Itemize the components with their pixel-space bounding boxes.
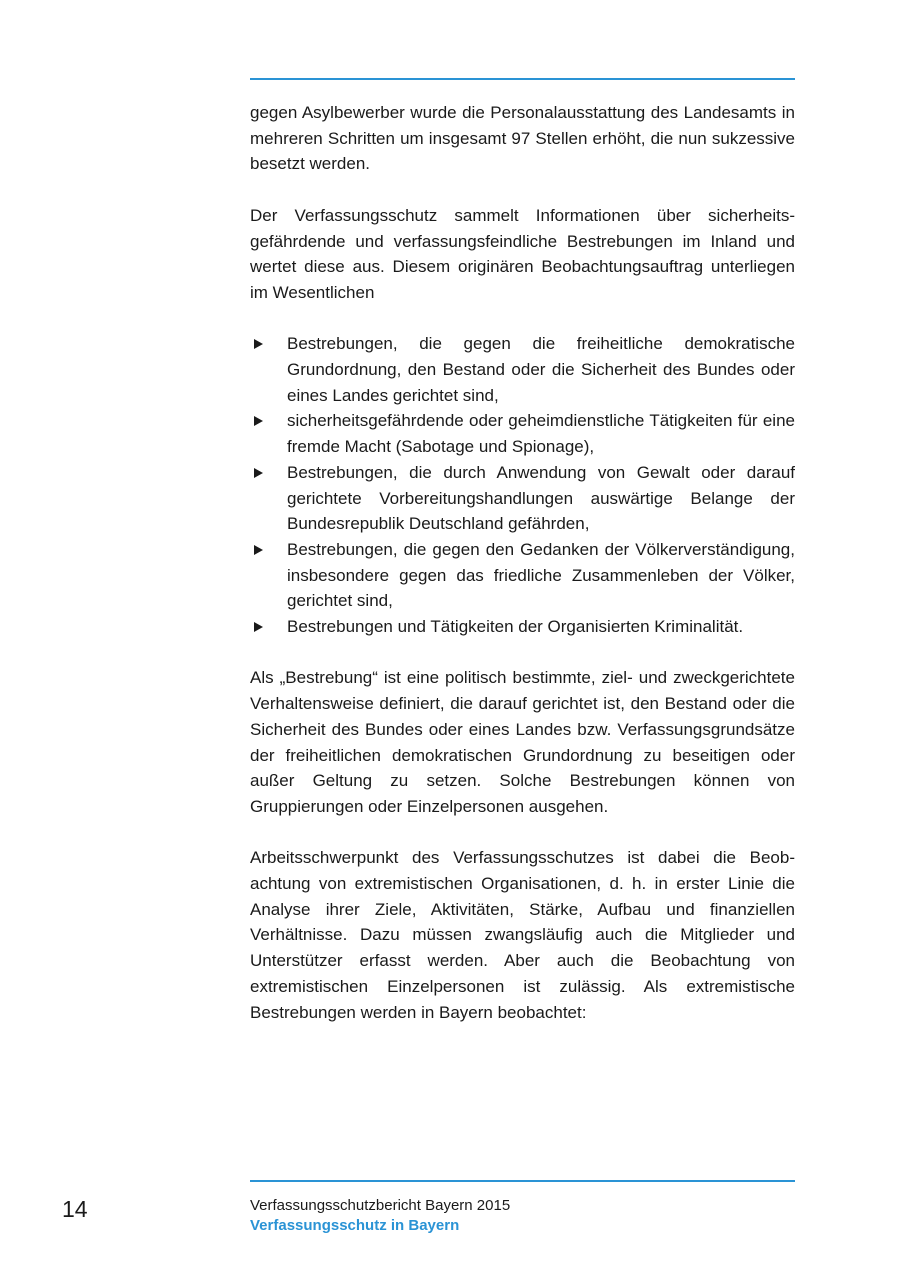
list-item xyxy=(250,331,795,408)
bullet-list xyxy=(250,331,795,639)
footer-section-title: Verfassungsschutz in Bayern xyxy=(250,1217,460,1234)
list-item-text: Bestrebungen und Tätigkeiten der Organisierten Kriminalität. xyxy=(287,617,744,637)
body-text xyxy=(250,100,795,1051)
triangle-bullet-icon xyxy=(254,545,263,555)
footer xyxy=(250,1196,795,1236)
triangle-bullet-icon xyxy=(254,468,263,478)
paragraph-4: Arbeitsschwerpunkt des Verfassungsschutzes ist dabei die Beobachtung von extremistischen Organisationen, d. h. in erster Linie die Analyse ihrer Ziele, Aktivitäten, Stärke, Aufbau und finanziellen Verhältnisse. Dazu müssen zwangsläufig auch die Mitglieder und Unterstützer erfasst werden. Aber auch die Beobachtung von extremistischen Einzelpersonen ist zulässig. Als extremistische Bestrebungen werden in Bayern beobachtet: xyxy=(250,848,795,1022)
page-number: 14 xyxy=(62,1196,88,1222)
footer-divider xyxy=(250,1180,795,1182)
top-divider xyxy=(250,78,795,80)
paragraph-1: gegen Asylbewerber wurde die Personalausstattung des Landesamts in mehreren Schritten um insgesamt 97 Stellen erhöht, die nun sukzessive besetzt werden. xyxy=(250,103,795,174)
list-item xyxy=(250,614,795,640)
list-item xyxy=(250,408,795,459)
triangle-bullet-icon xyxy=(254,622,263,632)
footer-publication-title: Verfassungsschutzbericht Bayern 2015 xyxy=(250,1197,511,1214)
list-item xyxy=(250,537,795,614)
paragraph-2: Der Verfassungsschutz sammelt Informationen über sicherheitsgefährdende und verfassungsfeindliche Bestrebungen im Inland und wertet diese aus. Diesem originären Beobachtungsauftrag unterliegen im Wesentlichen xyxy=(250,205,795,302)
list-item-text: Bestrebungen, die gegen die freiheitliche demokratische Grundordnung, den Bestand oder die Sicherheit des Bundes oder eines Landes gerichtet sind, xyxy=(287,334,795,405)
list-item xyxy=(250,460,795,537)
triangle-bullet-icon xyxy=(254,339,263,349)
list-item-text: sicherheitsgefährdende oder geheimdienstliche Tätigkeiten für eine fremde Macht (Sabotage und Spionage), xyxy=(287,411,795,457)
paragraph-3: Als „Bestrebung“ ist eine politisch bestimmte, ziel- und zweckgerichtete Verhaltensweise definiert, die darauf gerichtet ist, den Bestand oder die Sicherheit des Bundes oder eines Landes bzw. Verfassungsgrundsätze der freiheitlichen demokratischen Grundordnung zu beseitigen oder außer Geltung zu setzen. Solche Bestrebungen können von Gruppierungen oder Einzelpersonen ausgehen. xyxy=(250,668,795,816)
list-item-text: Bestrebungen, die gegen den Gedanken der Völkerverständigung, insbesondere gegen das friedliche Zusammenleben der Völker, gerichtet sind, xyxy=(287,539,795,611)
list-item-text: Bestrebungen, die durch Anwendung von Gewalt oder darauf gerichtete Vorbereitungshandlungen auswärtige Belange der Bundesrepublik Deutschland gefährden, xyxy=(287,462,795,534)
triangle-bullet-icon xyxy=(254,416,263,426)
